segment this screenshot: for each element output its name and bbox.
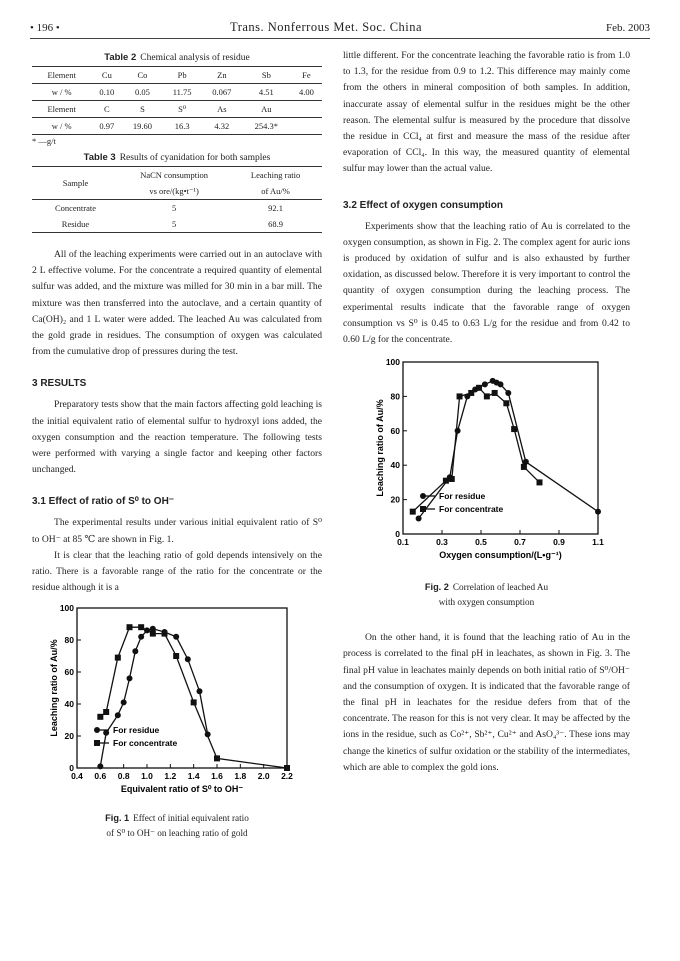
x-tick-label: 2.0: [257, 771, 270, 782]
plot-frame: [77, 608, 287, 768]
table2-cell: S⁰: [162, 101, 201, 118]
x-tick-label: 1.2: [164, 771, 177, 782]
y-tick-label: 100: [59, 603, 74, 614]
data-point-square: [115, 655, 121, 661]
table3-head-nacn-unit: vs ore/(kg•t⁻¹): [149, 186, 199, 196]
data-point-square: [521, 464, 527, 470]
table2-cell: w / %: [32, 84, 91, 101]
y-axis-label: Leaching ratio of Au/%: [375, 399, 385, 497]
table2-cell: 254.3*: [242, 118, 291, 135]
right-column: [343, 48, 630, 776]
data-point-circle: [127, 676, 133, 682]
y-tick-label: 80: [64, 635, 74, 646]
table2-cell: 0.10: [91, 84, 122, 101]
figure-1: [32, 602, 322, 807]
paragraph: On the other hand, it is found that the leaching ratio of Au in the process is correlated to the final pH in leachates, as shown in Fig. 3. The final pH value in leachates mainly depends on both initial ratio of S⁰/OH⁻ and the consumption of oxygen. It is indicated that the favorable range of the final pH in leachates for the residue defers from that of the concentrate. The reason for this is not very clear. It may be affected by the ions in the residue, such as Co²⁺, Sb²⁺, Cu²⁺ and AsO₄³⁻. These ions may change the kinetics of sulfur oxidation or the stability of the intermediates, which are able to complex the gold ions.: [343, 632, 630, 773]
y-tick-label: 80: [390, 391, 400, 402]
fig2-caption: Fig. 2 Correlation of leached Au with oxygen consumption: [424, 582, 549, 608]
table2-cell: Zn: [202, 67, 242, 84]
table2-cell: 4.51: [242, 84, 291, 101]
y-tick-label: 0: [69, 763, 74, 774]
table2-cell: C: [91, 101, 122, 118]
data-point-square: [162, 631, 168, 637]
data-point-square: [443, 478, 449, 484]
data-point-circle: [138, 634, 144, 640]
fig1-chart: [32, 602, 322, 802]
x-tick-label: 0.9: [553, 537, 565, 548]
y-tick-label: 60: [64, 667, 74, 678]
y-tick-label: 100: [385, 357, 400, 368]
legend-label: For residue: [113, 725, 160, 736]
data-point-circle: [115, 713, 121, 719]
x-axis-label: Equivalent ratio of S⁰ to OH⁻: [120, 784, 244, 795]
data-point-circle: [197, 689, 203, 695]
page-number: • 196 •: [30, 22, 60, 34]
paragraph: little different. For the concentrate leaching the favorable ratio is from 1.0 to 1.3, for the residue from 0.9 to 1.2. This difference may mainly come from the others in mineral composition of both samples. In addition, inaccurate assay of elemental sulfur in the residues might be the other reason. The elemental sulfur is measured by the procedure that dissolve the residue in CCl₄ at first and measure the mass of the residue after evaporation of CCl₄. In this way, the measured quantity of elemental sulfur may lower than the actual value.: [343, 50, 630, 175]
legend-marker: [94, 740, 100, 746]
data-point-circle: [121, 700, 127, 706]
data-point-circle: [595, 509, 601, 515]
table2-cell: [291, 118, 322, 135]
paragraph: It is clear that the leaching ratio of gold depends intensively on the ratio. There is a favorable range of the ratio for the concentrate or the residue although it is a: [32, 549, 322, 594]
table2-cell: Element: [32, 67, 91, 84]
table2-cell: Pb: [162, 67, 201, 84]
x-tick-label: 1.0: [141, 771, 153, 782]
table2: [32, 66, 322, 135]
x-tick-label: 0.1: [397, 537, 409, 548]
data-point-square: [457, 394, 463, 400]
page-header: [30, 20, 650, 39]
data-point-square: [97, 714, 103, 720]
table3-head-ratio: Leaching ratio: [229, 167, 322, 184]
x-tick-label: 1.1: [592, 537, 604, 548]
table2-cell: 0.97: [91, 118, 122, 135]
left-column: [32, 48, 322, 841]
table2-cell: [291, 101, 322, 118]
fig2-chart: [343, 356, 630, 571]
section-heading: 3.1 Effect of ratio of S⁰ to OH⁻: [32, 496, 175, 508]
legend-marker: [94, 727, 100, 733]
data-point-square: [410, 509, 416, 515]
y-axis-label: Leaching ratio of Au/%: [49, 639, 59, 738]
table3-head-nacn: NaCN consumption: [119, 167, 229, 184]
data-point-circle: [416, 516, 422, 522]
table2-cell: Sb: [242, 67, 291, 84]
legend-marker: [420, 506, 426, 512]
table2-cell: Cu: [91, 67, 122, 84]
table3-head-sample: Sample: [32, 167, 119, 200]
x-tick-label: 0.6: [94, 771, 107, 782]
section-heading: 3 RESULTS: [32, 378, 87, 390]
data-point-square: [191, 700, 197, 706]
data-point-square: [173, 653, 179, 659]
data-point-square: [468, 390, 474, 396]
issue-date: Feb. 2003: [606, 22, 650, 34]
legend-label: For residue: [439, 491, 486, 502]
y-tick-label: 0: [395, 529, 400, 540]
x-tick-label: 0.8: [117, 771, 130, 782]
table2-cell: 16.3: [162, 118, 201, 135]
data-point-circle: [498, 382, 504, 388]
legend-label: For concentrate: [439, 504, 504, 515]
x-tick-label: 1.8: [234, 771, 247, 782]
table2-cell: w / %: [32, 118, 91, 135]
paragraph: All of the leaching experiments were carried out in an autoclave with 2 L effective volume. For the concentrate a required quantity of elemental sulfur was added, and the mixture was milled for 30 min in a bar mill. The mixture was then transferred into the autoclave, and a certain quantity of Ca(OH)₂ and 1 L water were added. The leached Au was calculated from the gold grade in residues. The consumption of oxygen was calculated from the cumulative drop of pressures during the test.: [32, 249, 322, 358]
table2-cell: 4.00: [291, 84, 322, 101]
table3-cell: 92.1: [229, 200, 322, 217]
y-tick-label: 20: [64, 731, 74, 742]
figure-2: [343, 356, 630, 576]
table3-caption: Table 3 Results of cyanidation for both samples: [83, 152, 271, 163]
table3-cell: Concentrate: [32, 200, 119, 217]
table3-cell: 5: [119, 200, 229, 217]
table2-cell: S: [122, 101, 162, 118]
data-point-circle: [482, 382, 488, 388]
table2-note: * —g/t: [32, 136, 56, 146]
fig1-caption: Fig. 1 Effect of initial equivalent ratio of S⁰ to OH⁻ on leaching ratio of gold: [105, 813, 249, 839]
y-tick-label: 60: [390, 426, 400, 437]
table3-cell: Residue: [32, 216, 119, 233]
x-axis-label: Oxygen consumption/(L•g⁻¹): [439, 550, 562, 561]
data-point-square: [484, 394, 490, 400]
table2-cell: Au: [242, 101, 291, 118]
data-point-square: [449, 476, 455, 482]
x-tick-label: 2.2: [281, 771, 293, 782]
x-tick-label: 1.6: [211, 771, 223, 782]
data-point-circle: [97, 764, 103, 770]
data-point-square: [537, 480, 543, 486]
x-tick-label: 0.7: [514, 537, 526, 548]
y-tick-label: 20: [390, 494, 400, 505]
table2-cell: 4.32: [202, 118, 242, 135]
data-point-square: [476, 385, 482, 391]
x-tick-label: 0.3: [436, 537, 448, 548]
table2-cell: As: [202, 101, 242, 118]
table3-cell: 5: [119, 216, 229, 233]
paragraph: Preparatory tests show that the main factors affecting gold leaching is the initial equivalent ratio of elemental sulfur to hydroxyl ions added, the oxygen consumption and the reaction temperature. The following tests were performed with varying a single factor and keeping other factors unchanged.: [32, 399, 322, 476]
data-point-square: [103, 709, 109, 715]
data-point-circle: [505, 390, 511, 396]
table3-cell: 68.9: [229, 216, 322, 233]
section-heading: 3.2 Effect of oxygen consumption: [343, 199, 504, 211]
table2-cell: Fe: [291, 67, 322, 84]
data-point-circle: [455, 428, 461, 434]
table3: [32, 166, 322, 233]
table2-cell: 0.067: [202, 84, 242, 101]
table2-cell: Element: [32, 101, 91, 118]
x-tick-label: 0.4: [71, 771, 83, 782]
data-point-square: [284, 765, 290, 771]
data-point-circle: [103, 730, 109, 736]
x-tick-label: 0.5: [475, 537, 487, 548]
data-point-circle: [185, 657, 191, 663]
table3-head-ratio-unit: of Au/%: [261, 186, 290, 196]
paragraph: Experiments show that the leaching ratio of Au is correlated to the oxygen consumption, as shown in Fig. 2. The complex agent for auric ions is produced by oxidation of sulfur and is also exhausted by further oxidation, as discussed below. Therefore it is very important to control the quantity of oxygen consumption during the leaching process. The experimental results indicate that the favorable range of oxygen consumption vs S⁰ is 0.45 to 0.63 L/g for the residue and from 0.42 to 0.60 L/g for the concentrate.: [343, 220, 630, 346]
y-tick-label: 40: [64, 699, 74, 710]
legend-label: For concentrate: [113, 738, 178, 749]
table2-cell: 0.05: [122, 84, 162, 101]
data-point-square: [503, 401, 509, 407]
y-tick-label: 40: [390, 460, 400, 471]
data-point-circle: [132, 649, 138, 655]
table2-caption: Table 2 Chemical analysis of residue: [104, 52, 250, 63]
table2-cell: 11.75: [162, 84, 201, 101]
data-point-circle: [173, 634, 179, 640]
data-point-square: [138, 625, 144, 631]
data-point-square: [492, 390, 498, 396]
table2-cell: 19.60: [122, 118, 162, 135]
journal-title: Trans. Nonferrous Met. Soc. China: [230, 20, 423, 34]
data-point-square: [127, 625, 133, 631]
data-point-square: [214, 756, 220, 762]
paragraph: The experimental results under various initial equivalent ratio of S⁰ to OH⁻ at 85 ℃ are shown in Fig. 1.: [32, 517, 322, 545]
data-point-square: [511, 426, 517, 432]
legend-marker: [420, 493, 426, 499]
data-point-square: [150, 631, 156, 637]
table2-cell: Co: [122, 67, 162, 84]
x-tick-label: 1.4: [187, 771, 200, 782]
